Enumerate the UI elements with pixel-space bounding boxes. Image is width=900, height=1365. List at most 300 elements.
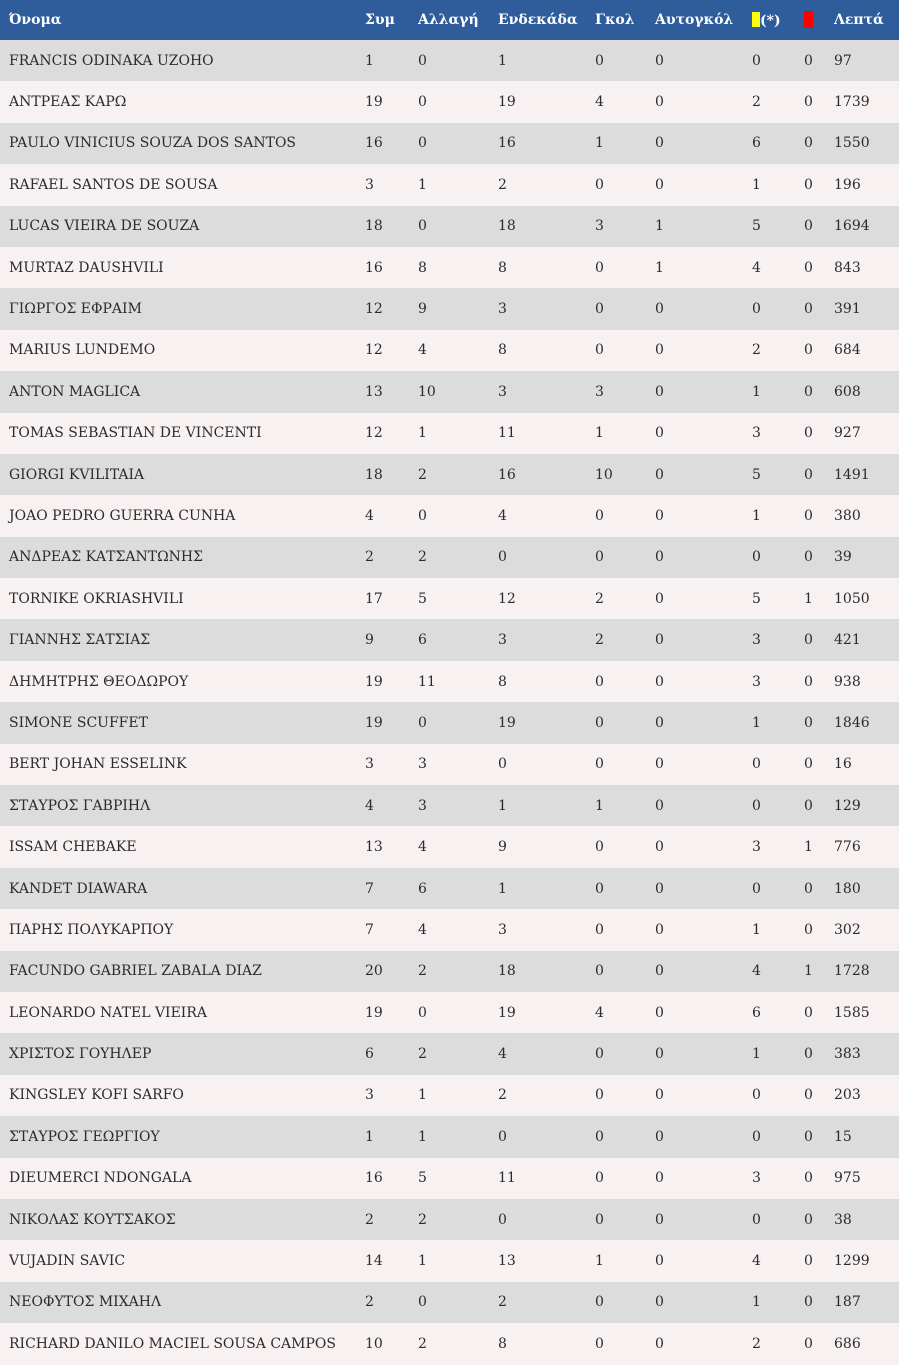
cell-starting: 0: [498, 756, 507, 773]
cell-minutes: 39: [834, 549, 852, 566]
cell-player-name[interactable]: TOMAS SEBASTIAN DE VINCENTI: [9, 425, 262, 442]
cell-player-name[interactable]: ΣΤΑΥΡΟΣ ΓΕΩΡΓΙΟΥ: [9, 1128, 160, 1145]
cell-red-cards: 0: [804, 176, 813, 193]
cell-goals: 0: [595, 301, 604, 318]
cell-player-name[interactable]: ΧΡΙΣΤΟΣ ΓΟΥΗΛΕΡ: [9, 1046, 152, 1063]
cell-player-name[interactable]: RICHARD DANILO MACIEL SOUSA CAMPOS: [9, 1335, 336, 1352]
table-row: [0, 40, 899, 81]
cell-starting: 4: [498, 507, 507, 524]
cell-appearances: 19: [365, 1004, 383, 1021]
cell-own-goals: 0: [655, 1294, 664, 1311]
cell-yellow-cards: 4: [752, 963, 761, 980]
cell-yellow-cards: 3: [752, 673, 761, 690]
cell-player-name[interactable]: ΔΗΜΗΤΡΗΣ ΘΕΟΔΩΡΟΥ: [9, 673, 189, 690]
cell-own-goals: 0: [655, 301, 664, 318]
cell-yellow-cards: 2: [752, 342, 761, 359]
cell-own-goals: 0: [655, 880, 664, 897]
table-row: [0, 123, 899, 164]
cell-starting: 2: [498, 1087, 507, 1104]
cell-starting: 3: [498, 632, 507, 649]
cell-own-goals: 0: [655, 94, 664, 111]
cell-substitute: 5: [418, 1170, 427, 1187]
table-row: [0, 951, 899, 992]
cell-goals: 0: [595, 1170, 604, 1187]
cell-yellow-cards: 0: [752, 1087, 761, 1104]
cell-player-name[interactable]: JOAO PEDRO GUERRA CUNHA: [9, 507, 236, 524]
cell-yellow-cards: 2: [752, 94, 761, 111]
cell-red-cards: 0: [804, 259, 813, 276]
cell-minutes: 187: [834, 1294, 861, 1311]
cell-own-goals: 0: [655, 714, 664, 731]
cell-minutes: 927: [834, 425, 861, 442]
cell-minutes: 196: [834, 176, 861, 193]
cell-appearances: 3: [365, 756, 374, 773]
cell-substitute: 3: [418, 756, 427, 773]
cell-red-cards: 0: [804, 549, 813, 566]
cell-substitute: 0: [418, 94, 427, 111]
cell-player-name[interactable]: ΝΙΚΟΛΑΣ ΚΟΥΤΣΑΚΟΣ: [9, 1211, 176, 1228]
cell-yellow-cards: 3: [752, 425, 761, 442]
cell-red-cards: 1: [804, 590, 813, 607]
cell-starting: 1: [498, 797, 507, 814]
cell-goals: 0: [595, 673, 604, 690]
cell-yellow-cards: 0: [752, 880, 761, 897]
cell-player-name[interactable]: FACUNDO GABRIEL ZABALA DIAZ: [9, 963, 262, 980]
cell-appearances: 12: [365, 342, 383, 359]
cell-own-goals: 0: [655, 921, 664, 938]
cell-player-name[interactable]: ΓΙΑΝΝΗΣ ΣΑΤΣΙΑΣ: [9, 632, 151, 649]
cell-yellow-cards: 1: [752, 507, 761, 524]
cell-red-cards: 0: [804, 1128, 813, 1145]
cell-player-name[interactable]: ΝΕΟΦΥΤΟΣ ΜΙΧΑΗΛ: [9, 1294, 162, 1311]
cell-own-goals: 0: [655, 590, 664, 607]
cell-appearances: 7: [365, 921, 374, 938]
cell-appearances: 1: [365, 1128, 374, 1145]
cell-minutes: 1550: [834, 135, 870, 152]
cell-substitute: 3: [418, 797, 427, 814]
cell-appearances: 2: [365, 1294, 374, 1311]
header-starting[interactable]: Ενδεκάδα: [498, 12, 578, 28]
cell-own-goals: 0: [655, 549, 664, 566]
cell-starting: 0: [498, 549, 507, 566]
cell-player-name[interactable]: BERT JOHAN ESSELINK: [9, 756, 187, 773]
cell-minutes: 1728: [834, 963, 870, 980]
table-row: [0, 1116, 899, 1157]
cell-player-name[interactable]: TORNIKE OKRIASHVILI: [9, 590, 184, 607]
table-row: [0, 785, 899, 826]
table-row: [0, 868, 899, 909]
cell-player-name[interactable]: VUJADIN SAVIC: [9, 1253, 126, 1270]
cell-minutes: 608: [834, 383, 861, 400]
cell-substitute: 6: [418, 632, 427, 649]
cell-yellow-cards: 0: [752, 756, 761, 773]
cell-yellow-cards: 5: [752, 590, 761, 607]
cell-player-name[interactable]: LUCAS VIEIRA DE SOUZA: [9, 218, 200, 235]
table-body: [0, 40, 899, 1365]
cell-substitute: 0: [418, 52, 427, 69]
table-row: [0, 330, 899, 371]
cell-goals: 0: [595, 1128, 604, 1145]
cell-appearances: 6: [365, 1046, 374, 1063]
cell-goals: 0: [595, 342, 604, 359]
cell-minutes: 975: [834, 1170, 861, 1187]
cell-starting: 19: [498, 94, 516, 111]
cell-red-cards: 0: [804, 1170, 813, 1187]
cell-minutes: 180: [834, 880, 861, 897]
cell-substitute: 6: [418, 880, 427, 897]
table-row: [0, 1282, 899, 1323]
cell-player-name[interactable]: ΑΝΤΡΕΑΣ ΚΑΡΩ: [9, 94, 127, 111]
table-row: [0, 495, 899, 536]
table-row: [0, 992, 899, 1033]
cell-yellow-cards: 5: [752, 466, 761, 483]
header-name[interactable]: Όνομα: [9, 12, 62, 28]
cell-minutes: 1491: [834, 466, 870, 483]
cell-yellow-cards: 1: [752, 1046, 761, 1063]
cell-substitute: 0: [418, 218, 427, 235]
cell-player-name[interactable]: ISSAM CHEBAKE: [9, 839, 137, 856]
cell-minutes: 1299: [834, 1253, 870, 1270]
cell-substitute: 2: [418, 466, 427, 483]
cell-own-goals: 0: [655, 1335, 664, 1352]
cell-goals: 1: [595, 797, 604, 814]
cell-appearances: 3: [365, 1087, 374, 1104]
cell-own-goals: 0: [655, 1128, 664, 1145]
table-row: [0, 909, 899, 950]
cell-player-name[interactable]: FRANCIS ODINAKA UZOHO: [9, 52, 214, 69]
cell-own-goals: 0: [655, 507, 664, 524]
header-substitute[interactable]: Αλλαγή: [418, 12, 479, 28]
cell-minutes: 15: [834, 1128, 852, 1145]
cell-own-goals: 1: [655, 259, 664, 276]
cell-own-goals: 0: [655, 1253, 664, 1270]
table-row: [0, 1240, 899, 1281]
cell-appearances: 19: [365, 94, 383, 111]
cell-minutes: 1050: [834, 590, 870, 607]
cell-substitute: 1: [418, 1253, 427, 1270]
cell-player-name[interactable]: MARIUS LUNDEMO: [9, 342, 156, 359]
cell-starting: 16: [498, 466, 516, 483]
cell-starting: 18: [498, 963, 516, 980]
table-row: [0, 454, 899, 495]
table-row: [0, 826, 899, 867]
header-red-cards[interactable]: [795, 0, 825, 40]
cell-player-name[interactable]: ΠΑΡΗΣ ΠΟΛΥΚΑΡΠΟΥ: [9, 921, 174, 938]
cell-appearances: 1: [365, 52, 374, 69]
cell-red-cards: 0: [804, 632, 813, 649]
cell-yellow-cards: 2: [752, 1335, 761, 1352]
cell-goals: 1: [595, 425, 604, 442]
header-goals[interactable]: Γκολ: [595, 12, 635, 28]
cell-starting: 16: [498, 135, 516, 152]
cell-appearances: 16: [365, 135, 383, 152]
header-own-goals[interactable]: Αυτογκόλ: [655, 12, 734, 28]
cell-goals: 0: [595, 176, 604, 193]
cell-yellow-cards: 1: [752, 383, 761, 400]
cell-starting: 3: [498, 921, 507, 938]
cell-player-name[interactable]: KANDET DIAWARA: [9, 880, 148, 897]
cell-minutes: 1694: [834, 218, 870, 235]
cell-own-goals: 0: [655, 466, 664, 483]
cell-red-cards: 0: [804, 52, 813, 69]
cell-goals: 1: [595, 1253, 604, 1270]
table-row: [0, 1033, 899, 1074]
cell-red-cards: 1: [804, 839, 813, 856]
cell-minutes: 203: [834, 1087, 861, 1104]
cell-substitute: 9: [418, 301, 427, 318]
cell-appearances: 16: [365, 259, 383, 276]
cell-appearances: 2: [365, 1211, 374, 1228]
table-row: [0, 81, 899, 122]
cell-substitute: 2: [418, 1335, 427, 1352]
cell-goals: 0: [595, 1087, 604, 1104]
cell-goals: 0: [595, 714, 604, 731]
cell-player-name[interactable]: MURTAZ DAUSHVILI: [9, 259, 164, 276]
cell-minutes: 129: [834, 797, 861, 814]
red-card-icon: [804, 11, 813, 28]
table-row: [0, 247, 899, 288]
cell-red-cards: 0: [804, 797, 813, 814]
cell-player-name[interactable]: DIEUMERCI NDONGALA: [9, 1170, 192, 1187]
cell-yellow-cards: 1: [752, 921, 761, 938]
cell-own-goals: 0: [655, 1087, 664, 1104]
cell-player-name[interactable]: PAULO VINICIUS SOUZA DOS SANTOS: [9, 135, 297, 152]
cell-appearances: 13: [365, 839, 383, 856]
cell-goals: 0: [595, 963, 604, 980]
cell-starting: 9: [498, 839, 507, 856]
cell-red-cards: 0: [804, 1004, 813, 1021]
cell-goals: 0: [595, 52, 604, 69]
cell-goals: 0: [595, 1046, 604, 1063]
cell-substitute: 4: [418, 342, 427, 359]
cell-minutes: 302: [834, 921, 861, 938]
cell-red-cards: 0: [804, 1211, 813, 1228]
cell-substitute: 1: [418, 1087, 427, 1104]
cell-starting: 4: [498, 1046, 507, 1063]
cell-player-name[interactable]: SIMONE SCUFFET: [9, 714, 148, 731]
cell-appearances: 12: [365, 301, 383, 318]
cell-yellow-cards: 1: [752, 714, 761, 731]
cell-red-cards: 1: [804, 963, 813, 980]
cell-appearances: 9: [365, 632, 374, 649]
cell-player-name[interactable]: KINGSLEY KOFI SARFO: [9, 1087, 184, 1104]
cell-player-name[interactable]: ΑΝΔΡΕΑΣ ΚΑΤΣΑΝΤΩΝΗΣ: [9, 549, 204, 566]
cell-substitute: 4: [418, 921, 427, 938]
cell-player-name[interactable]: RAFAEL SANTOS DE SOUSA: [9, 176, 218, 193]
cell-starting: 18: [498, 218, 516, 235]
cell-substitute: 11: [418, 673, 436, 690]
cell-starting: 0: [498, 1211, 507, 1228]
cell-goals: 0: [595, 549, 604, 566]
cell-substitute: 2: [418, 963, 427, 980]
cell-own-goals: 0: [655, 1211, 664, 1228]
cell-own-goals: 0: [655, 797, 664, 814]
cell-red-cards: 0: [804, 383, 813, 400]
cell-goals: 10: [595, 466, 613, 483]
cell-starting: 1: [498, 880, 507, 897]
cell-starting: 8: [498, 1335, 507, 1352]
cell-substitute: 0: [418, 1294, 427, 1311]
cell-appearances: 10: [365, 1335, 383, 1352]
cell-goals: 0: [595, 507, 604, 524]
cell-own-goals: 0: [655, 673, 664, 690]
cell-starting: 1: [498, 52, 507, 69]
cell-substitute: 0: [418, 714, 427, 731]
cell-goals: 0: [595, 880, 604, 897]
cell-minutes: 421: [834, 632, 861, 649]
cell-goals: 4: [595, 94, 604, 111]
cell-starting: 11: [498, 425, 516, 442]
cell-substitute: 0: [418, 507, 427, 524]
cell-player-name[interactable]: ΣΤΑΥΡΟΣ ΓΑΒΡΙΗΛ: [9, 797, 151, 814]
cell-goals: 0: [595, 921, 604, 938]
cell-substitute: 1: [418, 176, 427, 193]
cell-appearances: 16: [365, 1170, 383, 1187]
cell-minutes: 776: [834, 839, 861, 856]
cell-red-cards: 0: [804, 1087, 813, 1104]
cell-yellow-cards: 0: [752, 797, 761, 814]
cell-appearances: 20: [365, 963, 383, 980]
table-row: [0, 1323, 899, 1364]
cell-player-name[interactable]: LEONARDO NATEL VIEIRA: [9, 1004, 207, 1021]
cell-own-goals: 0: [655, 632, 664, 649]
cell-goals: 0: [595, 839, 604, 856]
header-yellow-suffix: (*): [760, 12, 781, 29]
cell-appearances: 7: [365, 880, 374, 897]
table-row: [0, 661, 899, 702]
cell-yellow-cards: 0: [752, 549, 761, 566]
yellow-card-icon: [752, 12, 760, 27]
cell-appearances: 19: [365, 714, 383, 731]
table-row: [0, 1075, 899, 1116]
header-yellow-cards[interactable]: [743, 0, 795, 40]
cell-goals: 0: [595, 756, 604, 773]
cell-starting: 19: [498, 1004, 516, 1021]
table-row: [0, 288, 899, 329]
cell-goals: 4: [595, 1004, 604, 1021]
cell-red-cards: 0: [804, 1253, 813, 1270]
table-row: [0, 164, 899, 205]
cell-yellow-cards: 0: [752, 301, 761, 318]
cell-own-goals: 0: [655, 963, 664, 980]
cell-red-cards: 0: [804, 342, 813, 359]
cell-player-name[interactable]: GIORGI KVILITAIA: [9, 466, 145, 483]
cell-own-goals: 0: [655, 176, 664, 193]
cell-starting: 12: [498, 590, 516, 607]
cell-red-cards: 0: [804, 1046, 813, 1063]
cell-red-cards: 0: [804, 94, 813, 111]
cell-substitute: 4: [418, 839, 427, 856]
cell-minutes: 380: [834, 507, 861, 524]
table-row: [0, 619, 899, 660]
cell-yellow-cards: 6: [752, 135, 761, 152]
cell-red-cards: 0: [804, 425, 813, 442]
cell-own-goals: 0: [655, 756, 664, 773]
cell-yellow-cards: 6: [752, 1004, 761, 1021]
cell-minutes: 684: [834, 342, 861, 359]
cell-own-goals: 0: [655, 52, 664, 69]
cell-red-cards: 0: [804, 673, 813, 690]
cell-appearances: 3: [365, 176, 374, 193]
cell-substitute: 2: [418, 549, 427, 566]
cell-minutes: 1846: [834, 714, 870, 731]
cell-minutes: 843: [834, 259, 861, 276]
cell-yellow-cards: 0: [752, 1211, 761, 1228]
cell-minutes: 686: [834, 1335, 861, 1352]
cell-goals: 0: [595, 1335, 604, 1352]
cell-red-cards: 0: [804, 466, 813, 483]
cell-substitute: 0: [418, 1004, 427, 1021]
cell-red-cards: 0: [804, 1294, 813, 1311]
cell-appearances: 14: [365, 1253, 383, 1270]
cell-appearances: 2: [365, 549, 374, 566]
table-row: [0, 413, 899, 454]
cell-appearances: 18: [365, 466, 383, 483]
cell-starting: 13: [498, 1253, 516, 1270]
cell-yellow-cards: 1: [752, 1294, 761, 1311]
cell-yellow-cards: 4: [752, 259, 761, 276]
cell-substitute: 1: [418, 1128, 427, 1145]
header-minutes[interactable]: Λεπτά: [834, 12, 884, 28]
cell-starting: 3: [498, 301, 507, 318]
cell-starting: 2: [498, 1294, 507, 1311]
cell-own-goals: 0: [655, 383, 664, 400]
cell-own-goals: 0: [655, 342, 664, 359]
table-row: [0, 537, 899, 578]
cell-appearances: 18: [365, 218, 383, 235]
cell-goals: 0: [595, 1294, 604, 1311]
cell-red-cards: 0: [804, 301, 813, 318]
cell-own-goals: 1: [655, 218, 664, 235]
cell-minutes: 1585: [834, 1004, 870, 1021]
cell-yellow-cards: 3: [752, 632, 761, 649]
cell-starting: 19: [498, 714, 516, 731]
cell-own-goals: 0: [655, 1046, 664, 1063]
cell-yellow-cards: 5: [752, 218, 761, 235]
cell-starting: 0: [498, 1128, 507, 1145]
table-row: [0, 206, 899, 247]
cell-starting: 8: [498, 259, 507, 276]
cell-red-cards: 0: [804, 921, 813, 938]
cell-own-goals: 0: [655, 425, 664, 442]
header-appearances[interactable]: Συμ: [365, 12, 395, 28]
cell-red-cards: 0: [804, 880, 813, 897]
cell-starting: 11: [498, 1170, 516, 1187]
cell-substitute: 2: [418, 1211, 427, 1228]
cell-substitute: 10: [418, 383, 436, 400]
cell-minutes: 97: [834, 52, 852, 69]
cell-goals: 0: [595, 1211, 604, 1228]
cell-appearances: 13: [365, 383, 383, 400]
cell-starting: 3: [498, 383, 507, 400]
cell-red-cards: 0: [804, 756, 813, 773]
cell-red-cards: 0: [804, 218, 813, 235]
cell-goals: 1: [595, 135, 604, 152]
cell-appearances: 17: [365, 590, 383, 607]
cell-red-cards: 0: [804, 1335, 813, 1352]
cell-goals: 2: [595, 590, 604, 607]
table-row: [0, 702, 899, 743]
cell-player-name[interactable]: ΓΙΩΡΓΟΣ ΕΦΡΑΙΜ: [9, 301, 142, 318]
cell-substitute: 0: [418, 135, 427, 152]
cell-yellow-cards: 0: [752, 52, 761, 69]
cell-own-goals: 0: [655, 135, 664, 152]
cell-player-name[interactable]: ANTON MAGLICA: [9, 383, 141, 400]
cell-goals: 2: [595, 632, 604, 649]
table-header-row: [0, 0, 899, 40]
cell-goals: 0: [595, 259, 604, 276]
cell-yellow-cards: 3: [752, 839, 761, 856]
